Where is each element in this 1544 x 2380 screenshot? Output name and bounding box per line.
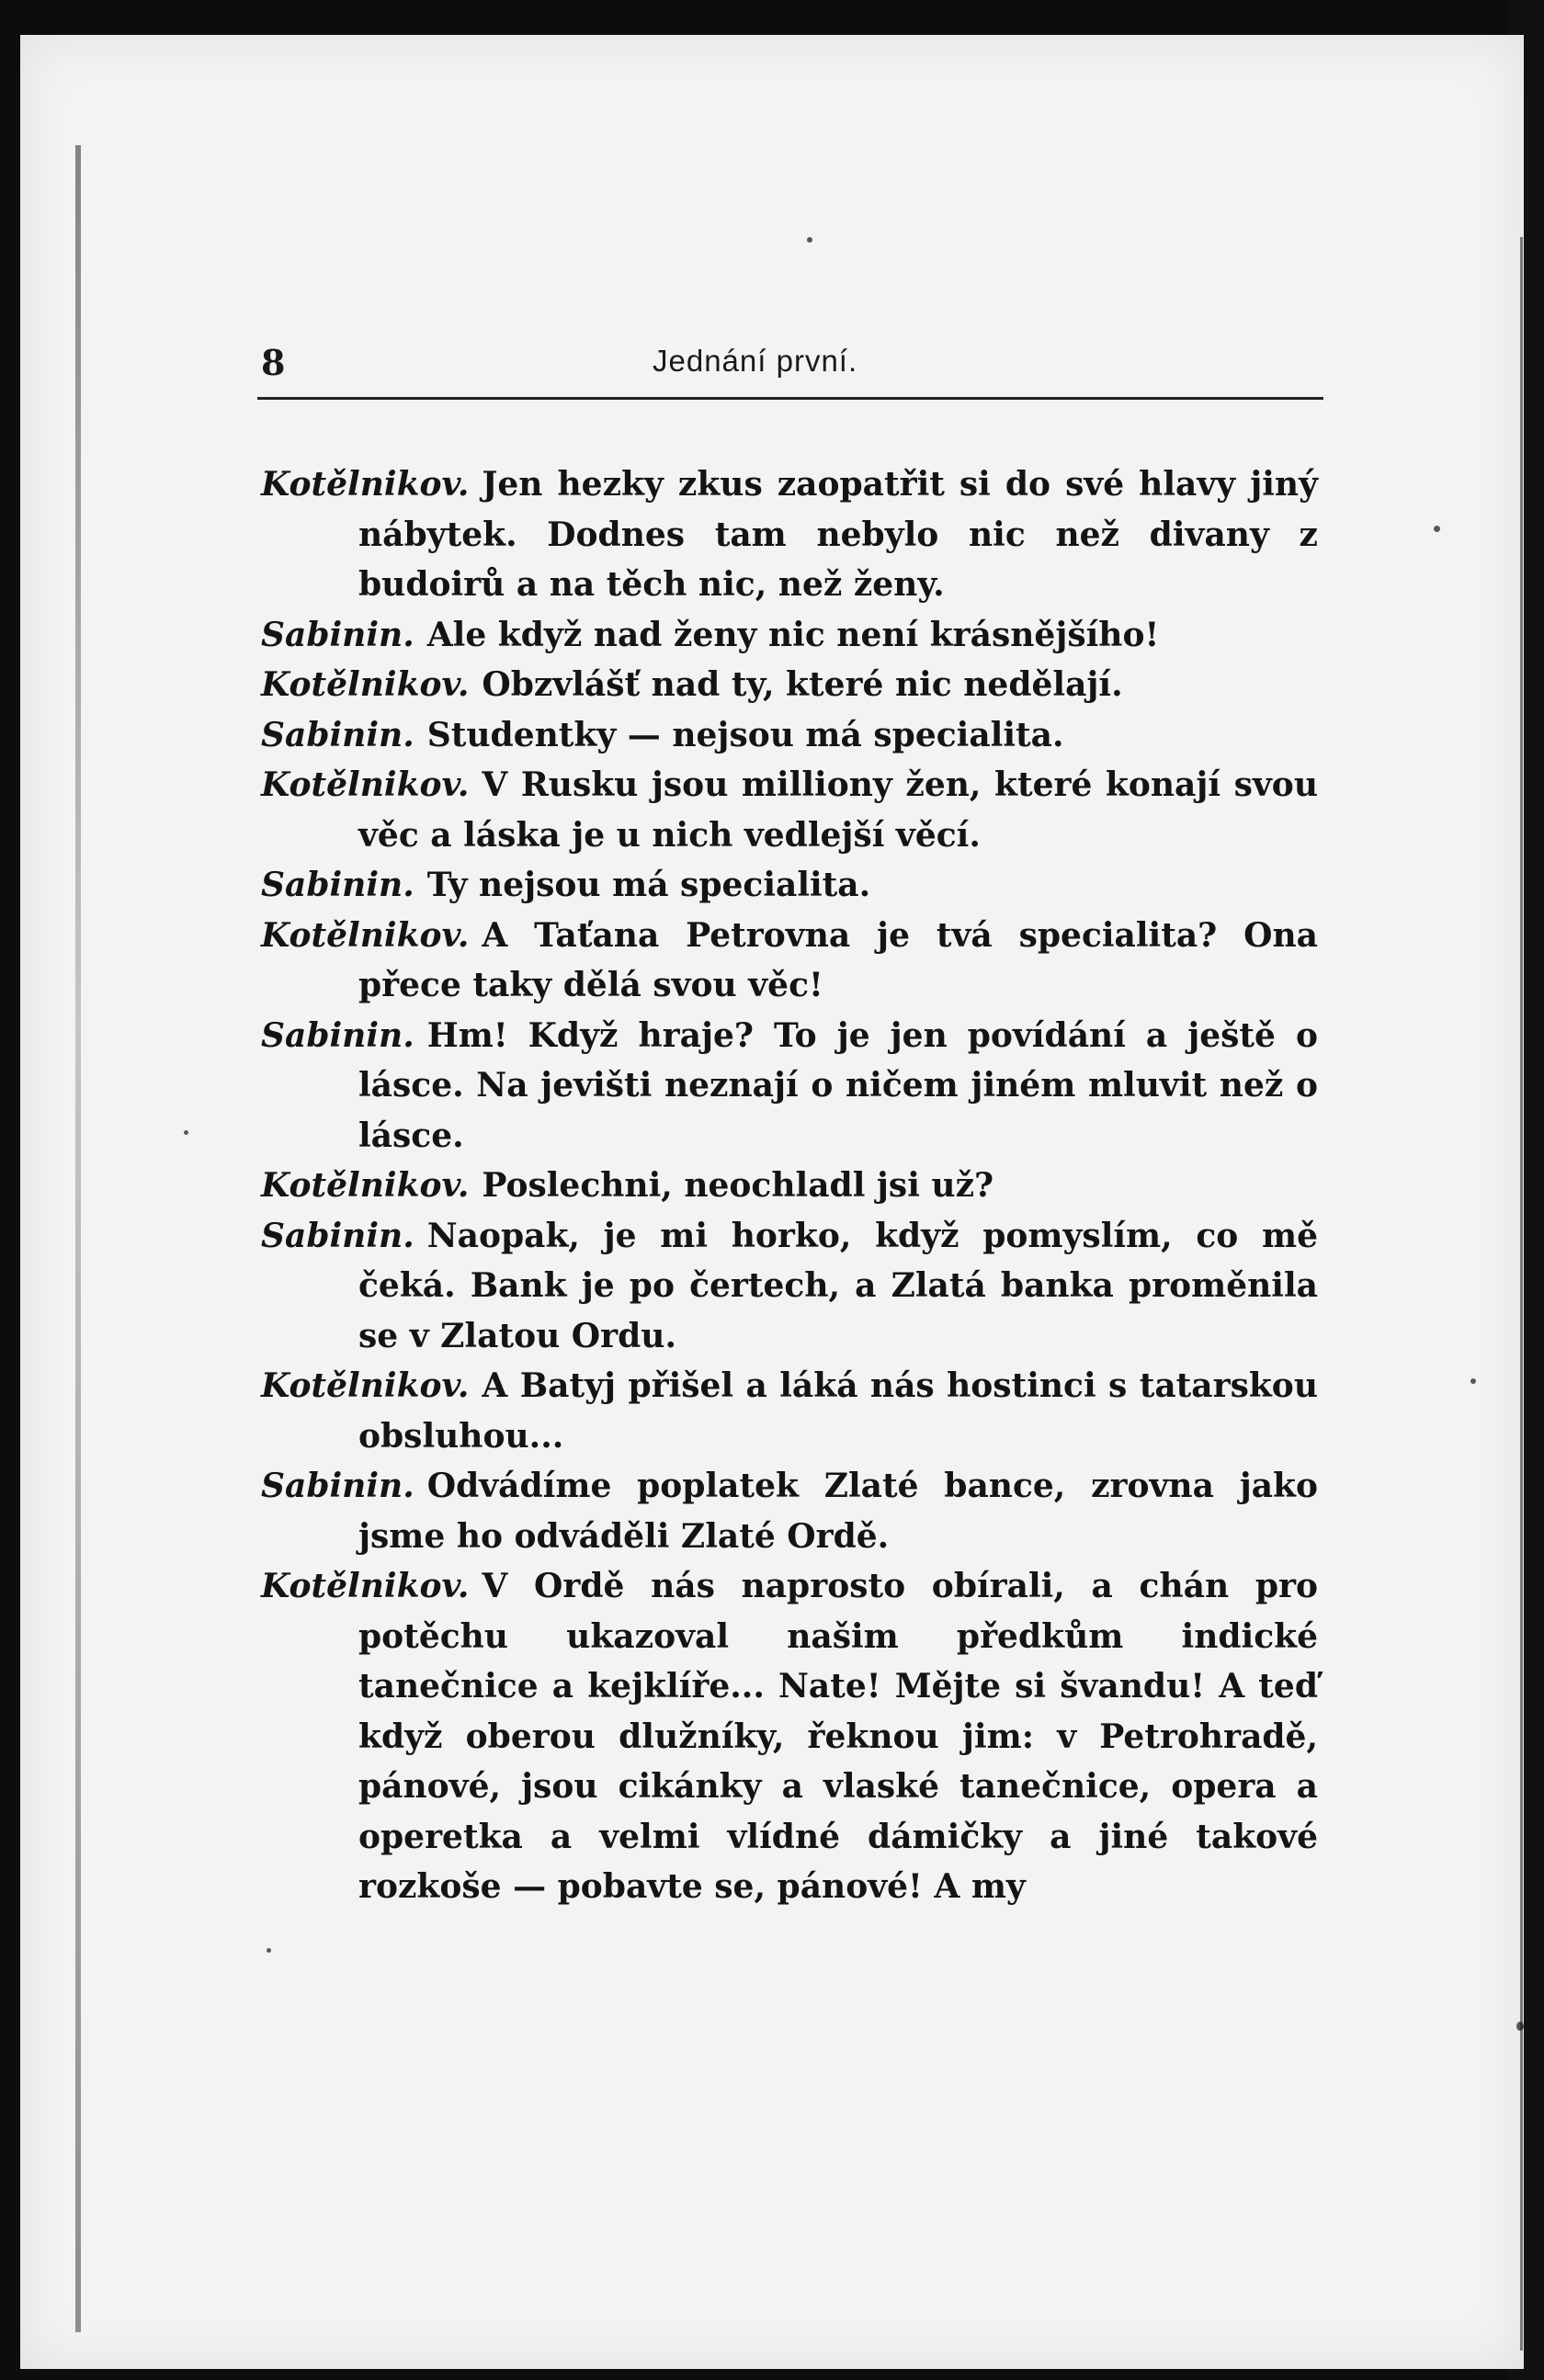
page-number: 8 — [261, 342, 286, 383]
speech-text: Jen hezky zkus zaopatřit si do své hlavy jiný nábytek. Dodnes tam nebylo nic než divany z budoirů a na těch nic, než ženy. — [358, 465, 1318, 604]
speaker-name: Sabinin. — [261, 1216, 414, 1255]
speaker-name: Sabinin. — [261, 1467, 414, 1505]
speaker-name: Kotělnikov. — [261, 765, 470, 804]
speck — [1470, 1378, 1476, 1384]
speech-paragraph — [261, 610, 1318, 661]
speaker-name: Kotělnikov. — [261, 465, 470, 504]
speech-paragraph — [261, 860, 1318, 911]
speaker-name: Sabinin. — [261, 866, 414, 904]
speech-paragraph — [261, 459, 1318, 610]
speech-paragraph — [261, 660, 1318, 710]
speaker-name: Sabinin. — [261, 615, 414, 654]
speaker-name: Kotělnikov. — [261, 1166, 470, 1205]
speaker-name: Sabinin. — [261, 715, 414, 754]
speech-paragraph — [261, 1461, 1318, 1561]
gutter-shadow — [75, 145, 81, 2332]
speech-paragraph — [261, 1161, 1318, 1211]
speech-text: A Taťana Petrovna je tvá specialita? Ona přece taky dělá svou věc! — [358, 915, 1318, 1004]
page-edge-line — [1520, 237, 1523, 2351]
speaker-name: Kotělnikov. — [261, 915, 470, 955]
speaker-name: Kotělnikov. — [261, 1567, 470, 1605]
speck — [1434, 526, 1440, 532]
speck — [1516, 2022, 1524, 2031]
page-header — [257, 331, 1323, 395]
speck — [807, 237, 812, 243]
speck — [184, 1130, 188, 1135]
speech-text: Hm! Když hraje? To je jen povídání a ještě o lásce. Na jevišti neznají o ničem jiném mluvit než o lásce. — [358, 1015, 1318, 1155]
speech-text: Odvádíme poplatek Zlaté bance, zrovna jako jsme ho odváděli Zlaté Ordě. — [358, 1467, 1318, 1556]
speech-text: A Batyj přišel a láká nás hostinci s tatarskou obsluhou... — [358, 1366, 1318, 1456]
speech-paragraph — [261, 911, 1318, 1011]
speech-text: Ale když nad ženy nic není krásnějšího! — [426, 615, 1160, 654]
speech-paragraph — [261, 1561, 1318, 1912]
speech-text: Ty nejsou má specialita. — [426, 866, 871, 904]
dialogue-text — [261, 459, 1318, 1912]
speech-paragraph — [261, 1211, 1318, 1362]
speech-text: Obzvlášť nad ty, které nic nedělají. — [482, 665, 1123, 704]
speaker-name: Kotělnikov. — [261, 1366, 470, 1405]
speech-paragraph — [261, 760, 1318, 860]
speaker-name: Kotělnikov. — [261, 665, 470, 704]
speech-text: Studentky — nejsou má specialita. — [426, 715, 1064, 754]
speaker-name: Sabinin. — [261, 1015, 414, 1055]
running-head: Jednání první. — [653, 344, 858, 378]
speech-text: Poslechni, neochladl jsi už? — [482, 1166, 994, 1205]
speech-text: Naopak, je mi horko, když pomyslím, co mě čeká. Bank je po čertech, a Zlatá banka proměnila se v Zlatou Ordu. — [358, 1216, 1318, 1355]
header-rule — [257, 397, 1323, 400]
speech-paragraph — [261, 1361, 1318, 1461]
speech-paragraph — [261, 710, 1318, 761]
speech-text: V Ordě nás naprosto obírali, a chán pro potěchu ukazoval našim předkům indické tanečnice a kejklíře... Nate! Mějte si švandu! A teď když oberou dlužníky, řeknou jim: v Petrohradě, pánové, jsou cikánky a vlaské tanečnice, opera a operetka a velmi vlídné dámičky a jiné takové rozkoše — pobavte se, pánové! A my — [358, 1567, 1318, 1906]
speck — [267, 1948, 271, 1953]
speech-paragraph — [261, 1011, 1318, 1162]
speech-text: V Rusku jsou milliony žen, které konají svou věc a láska je u nich vedlejší věcí. — [358, 765, 1318, 855]
